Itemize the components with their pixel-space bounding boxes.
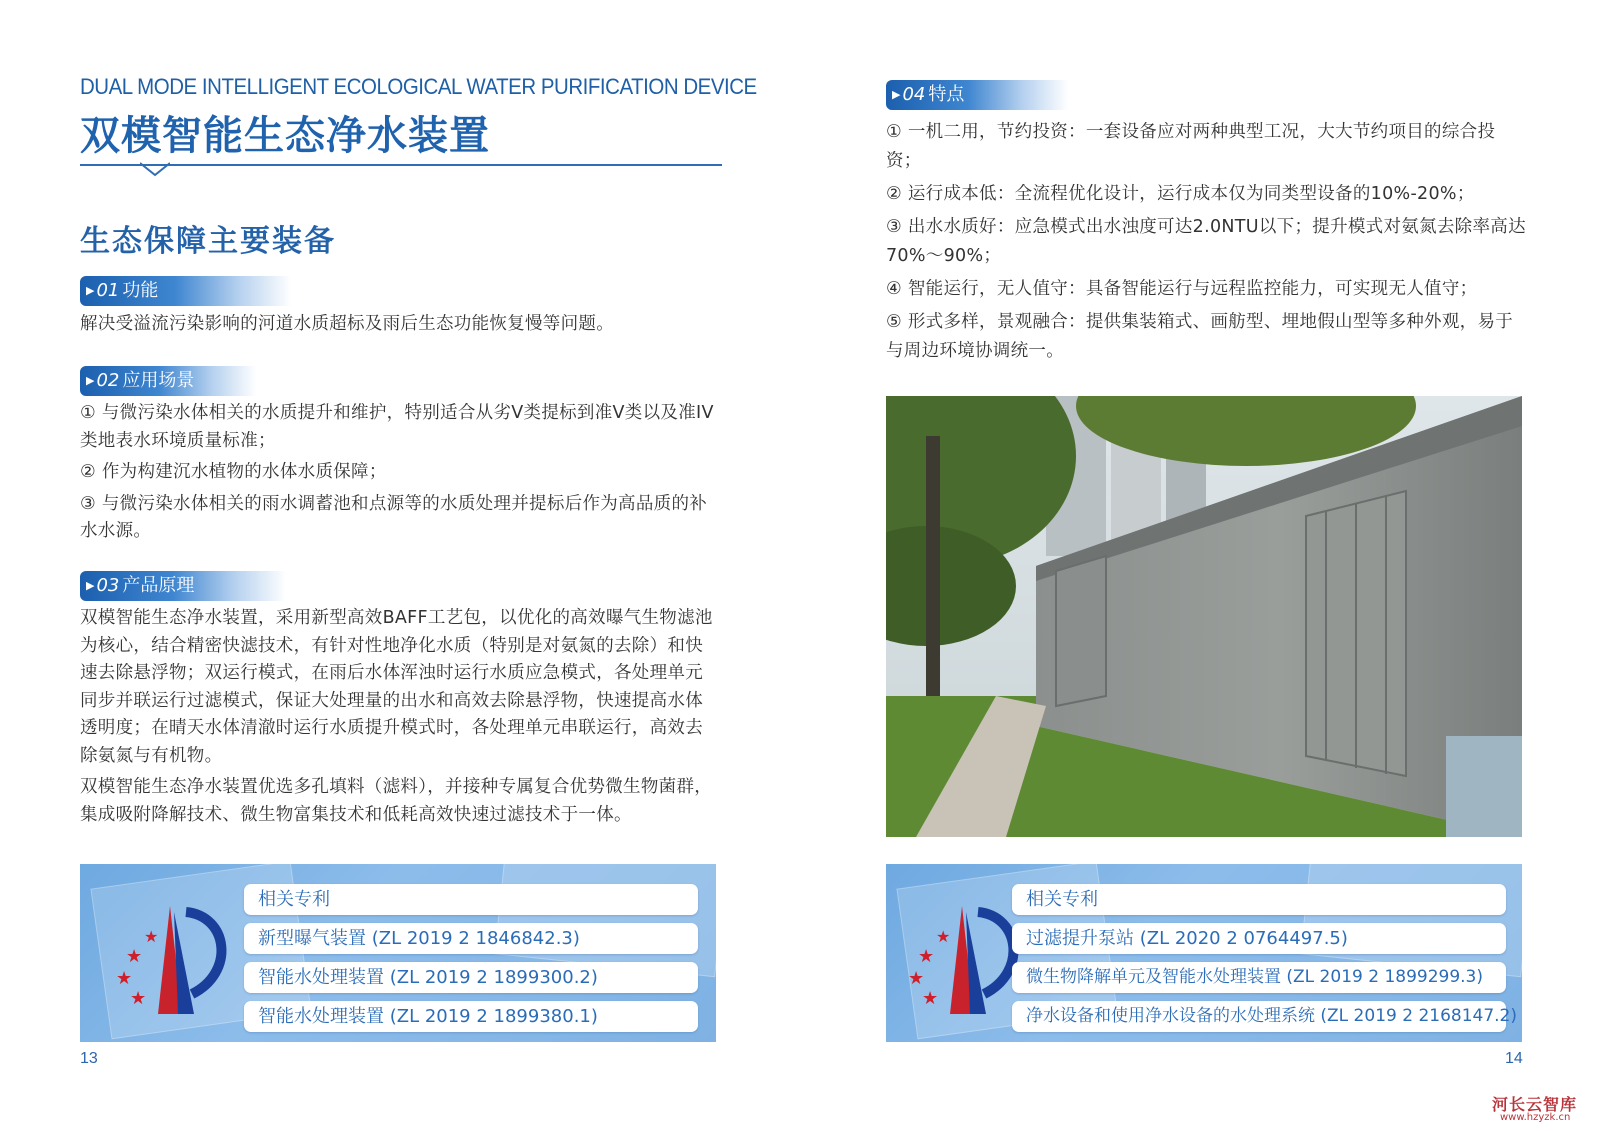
patent-item: 微生物降解单元及智能水处理装置 (ZL 2019 2 1899299.3)	[1012, 962, 1506, 993]
tag-principle: ▶ 03 产品原理	[80, 571, 286, 601]
patent-item: 新型曝气装置 (ZL 2019 2 1846842.3)	[244, 923, 698, 954]
patent-office-logo	[900, 902, 1030, 1022]
english-title: DUAL MODE INTELLIGENT ECOLOGICAL WATER PURIFICATION DEVICE	[80, 74, 757, 99]
list-item: ① 一机二用，节约投资：一套设备应对两种典型工况，大大节约项目的综合投资；	[886, 122, 1496, 171]
section-heading: 生态保障主要装备	[80, 224, 336, 259]
paragraph: 双模智能生态净水装置，采用新型高效BAFF工艺包，以优化的高效曝气生物滤池为核心，结合精密快滤技术，有针对性地净化水质（特别是对氨氮的去除）和快速去除悬浮物；双运行模式，在雨后水体浑浊时运行水质应急模式，各处理单元同步并联运行过滤模式，保证大处理量的出水和高效去除悬浮物，快速提高水体透明度；在晴天水体清澈时运行水质提升模式时，各处理单元串联运行，高效去除氨氮与有机物。	[80, 608, 713, 766]
svg-text:★: ★	[144, 927, 159, 946]
tag-features: ▶ 04 特点	[886, 80, 1068, 110]
svg-text:★: ★	[116, 968, 133, 989]
tag-application: ▶ 02 应用场景	[80, 366, 256, 396]
page-number-right: 14	[1505, 1050, 1523, 1067]
svg-text:★: ★	[908, 968, 925, 989]
tag-function: ▶ 01 功能	[80, 276, 291, 306]
title-divider	[80, 164, 722, 166]
list-item: ① 与微污染水体相关的水质提升和维护，特别适合从劣V类提标到准V类以及准IV类地表水环境质量标准；	[80, 403, 714, 451]
features-text	[886, 118, 1526, 366]
patent-item: 智能水处理装置 (ZL 2019 2 1899380.1)	[244, 1001, 698, 1032]
svg-text:★: ★	[918, 946, 935, 967]
application-text	[80, 400, 720, 546]
page-title: 双模智能生态净水装置	[80, 113, 490, 159]
list-item: ⑤ 形式多样，景观融合：提供集装箱式、画舫型、埋地假山型等多种外观，易于与周边环境协调统一。	[886, 312, 1514, 361]
patent-item: 智能水处理装置 (ZL 2019 2 1899300.2)	[244, 962, 698, 993]
patent-item: 净水设备和使用净水设备的水处理系统 (ZL 2019 2 2168147.2)	[1012, 1001, 1506, 1032]
paragraph: 双模智能生态净水装置优选多孔填料（滤料），并接种专属复合优势微生物菌群，集成吸附降解技术、微生物富集技术和低耗高效快速过滤技术于一体。	[80, 777, 713, 825]
svg-text:★: ★	[130, 988, 147, 1009]
svg-text:★: ★	[922, 988, 939, 1009]
watermark-text: 河长云智库	[1492, 1095, 1578, 1114]
list-item: ③ 与微污染水体相关的雨水调蓄池和点源等的水质处理并提标后作为高品质的补水水源。	[80, 493, 708, 541]
list-item: ② 作为构建沉水植物的水体水质保障；	[80, 462, 387, 482]
list-item: ④ 智能运行，无人值守：具备智能运行与远程监控能力，可实现无人值守；	[886, 279, 1478, 299]
triangle-icon: ▶	[892, 88, 901, 101]
svg-text:★: ★	[126, 946, 143, 967]
patent-panel-right	[886, 864, 1522, 1042]
svg-text:★: ★	[936, 927, 951, 946]
device-photo	[886, 396, 1522, 837]
triangle-icon: ▶	[86, 579, 95, 592]
patent-office-logo	[108, 902, 238, 1022]
triangle-icon: ▶	[86, 284, 95, 297]
patent-panel-left	[80, 864, 716, 1042]
triangle-icon: ▶	[86, 374, 95, 387]
function-text: 解决受溢流污染影响的河道水质超标及雨后生态功能恢复慢等问题。	[80, 314, 614, 334]
title-notch-icon	[140, 162, 170, 178]
principle-text	[80, 605, 720, 829]
patent-item: 过滤提升泵站 (ZL 2020 2 0764497.5)	[1012, 923, 1506, 954]
list-item: ② 运行成本低：全流程优化设计，运行成本仅为同类型设备的10%-20%；	[886, 184, 1475, 204]
watermark-url: www.hzyzk.cn	[1500, 1112, 1571, 1123]
patent-label: 相关专利	[244, 884, 698, 915]
page-number-left: 13	[80, 1050, 98, 1067]
patent-label: 相关专利	[1012, 884, 1506, 915]
list-item: ③ 出水水质好：应急模式出水浊度可达2.0NTU以下；提升模式对氨氮去除率高达70%～90%；	[886, 217, 1526, 266]
